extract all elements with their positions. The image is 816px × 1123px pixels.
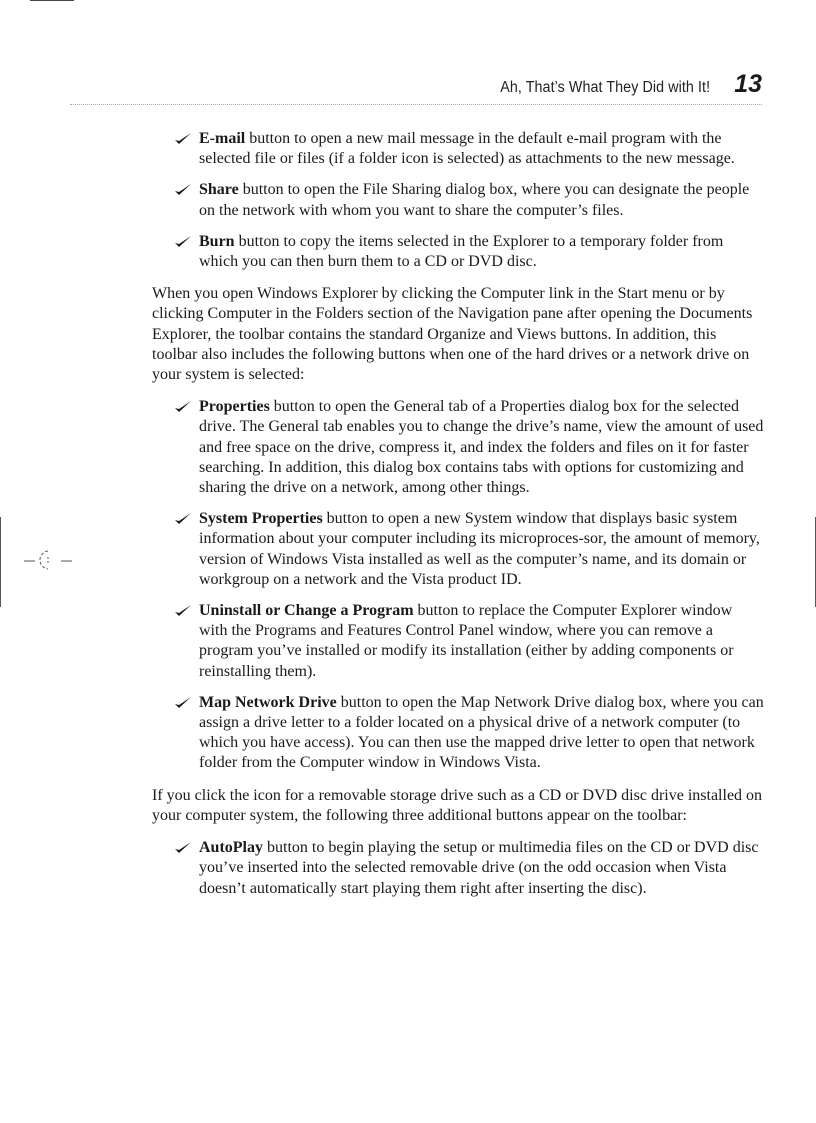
checkmark-icon bbox=[174, 604, 192, 618]
page-body bbox=[152, 129, 764, 911]
list-item bbox=[152, 693, 764, 774]
bullet-list bbox=[152, 129, 764, 272]
page-number: 13 bbox=[734, 70, 762, 98]
running-head: Ah, That’s What They Did with It! bbox=[500, 79, 710, 96]
list-item-term: System Properties bbox=[199, 510, 323, 528]
list-item-term: E-mail bbox=[199, 130, 246, 147]
body-paragraph: When you open Windows Explorer by clicking the Computer link in the Start menu or by clicking Computer in the Folders section of the Navigation pane after opening the Documents Explorer, the toolbar contains the standard Organize and Views buttons. In addition, this toolbar also includes the following buttons when one of the hard drives or a network drive on your system is selected: bbox=[152, 285, 753, 384]
bullet-list bbox=[152, 397, 764, 773]
list-item bbox=[152, 509, 764, 590]
crop-mark bbox=[30, 0, 74, 1]
checkmark-icon bbox=[174, 132, 192, 146]
list-item-term: Share bbox=[199, 181, 239, 199]
list-item-text: button to open a new mail message in the default e-mail program with the selected file or files (if a folder icon is selected) as attachments to the new message. bbox=[199, 130, 735, 168]
list-item-text: button to open the Map Network Drive dialog box, where you can assign a drive letter to a folder located on a physical drive of a network computer (to which you have access). You can then use the mapped drive letter to open that network folder from the Computer window in Windows Vista. bbox=[199, 693, 764, 772]
list-item bbox=[152, 232, 764, 272]
list-item bbox=[152, 180, 764, 220]
checkmark-icon bbox=[174, 512, 192, 526]
checkmark-icon bbox=[174, 183, 192, 197]
checkmark-icon bbox=[174, 235, 192, 249]
list-item bbox=[152, 601, 764, 682]
checkmark-icon bbox=[174, 841, 192, 855]
list-item bbox=[152, 397, 764, 498]
list-item-text: button to open a new System window that displays basic system information about your computer including its microproces-sor, the amount of memory, version of Windows Vista installed as well as the computer’s name, and its domain or workgroup on a network and the Vista product ID. bbox=[199, 510, 760, 588]
binding-mark-left bbox=[0, 517, 1, 607]
page-header bbox=[70, 70, 762, 105]
list-item-term: Burn bbox=[199, 232, 235, 250]
checkmark-icon bbox=[174, 400, 192, 414]
list-item-term: Properties bbox=[199, 398, 270, 416]
list-item-term: Map Network Drive bbox=[199, 693, 337, 711]
list-item-term: AutoPlay bbox=[199, 839, 263, 857]
list-item-term: Uninstall or Change a Program bbox=[199, 602, 414, 620]
list-item-text: button to open the File Sharing dialog box, where you can designate the people on the network with whom you want to share the computer’s files. bbox=[199, 181, 750, 219]
list-item-text: button to copy the items selected in the Explorer to a temporary folder from which you can then burn them to a CD or DVD disc. bbox=[199, 232, 724, 271]
list-item bbox=[152, 129, 764, 169]
body-paragraph: If you click the icon for a removable storage drive such as a CD or DVD disc drive installed on your computer system, the following three additional buttons appear on the toolbar: bbox=[152, 786, 763, 824]
checkmark-icon bbox=[174, 696, 192, 710]
list-item-text: button to begin playing the setup or multimedia files on the CD or DVD disc you’ve inserted into the selected removable drive (on the odd occasion when Vista doesn’t automatically start playing them right after inserting the disc). bbox=[199, 839, 759, 897]
list-item-text: button to replace the Computer Explorer window with the Programs and Features Control Panel window, where you can remove a program you’ve installed or modify its installation (either by adding components or reinstalling them). bbox=[199, 602, 734, 680]
registration-mark-icon bbox=[22, 547, 74, 571]
list-item-text: button to open the General tab of a Properties dialog box for the selected drive. The General tab enables you to change the drive’s name, view the amount of used and free space on the drive, compress it, and index the folders and files on it for faster searching. In addition, this dialog box contains tabs with options for customizing and sharing the drive on a network, among other things. bbox=[199, 398, 764, 497]
list-item bbox=[152, 838, 764, 899]
bullet-list bbox=[152, 838, 764, 899]
